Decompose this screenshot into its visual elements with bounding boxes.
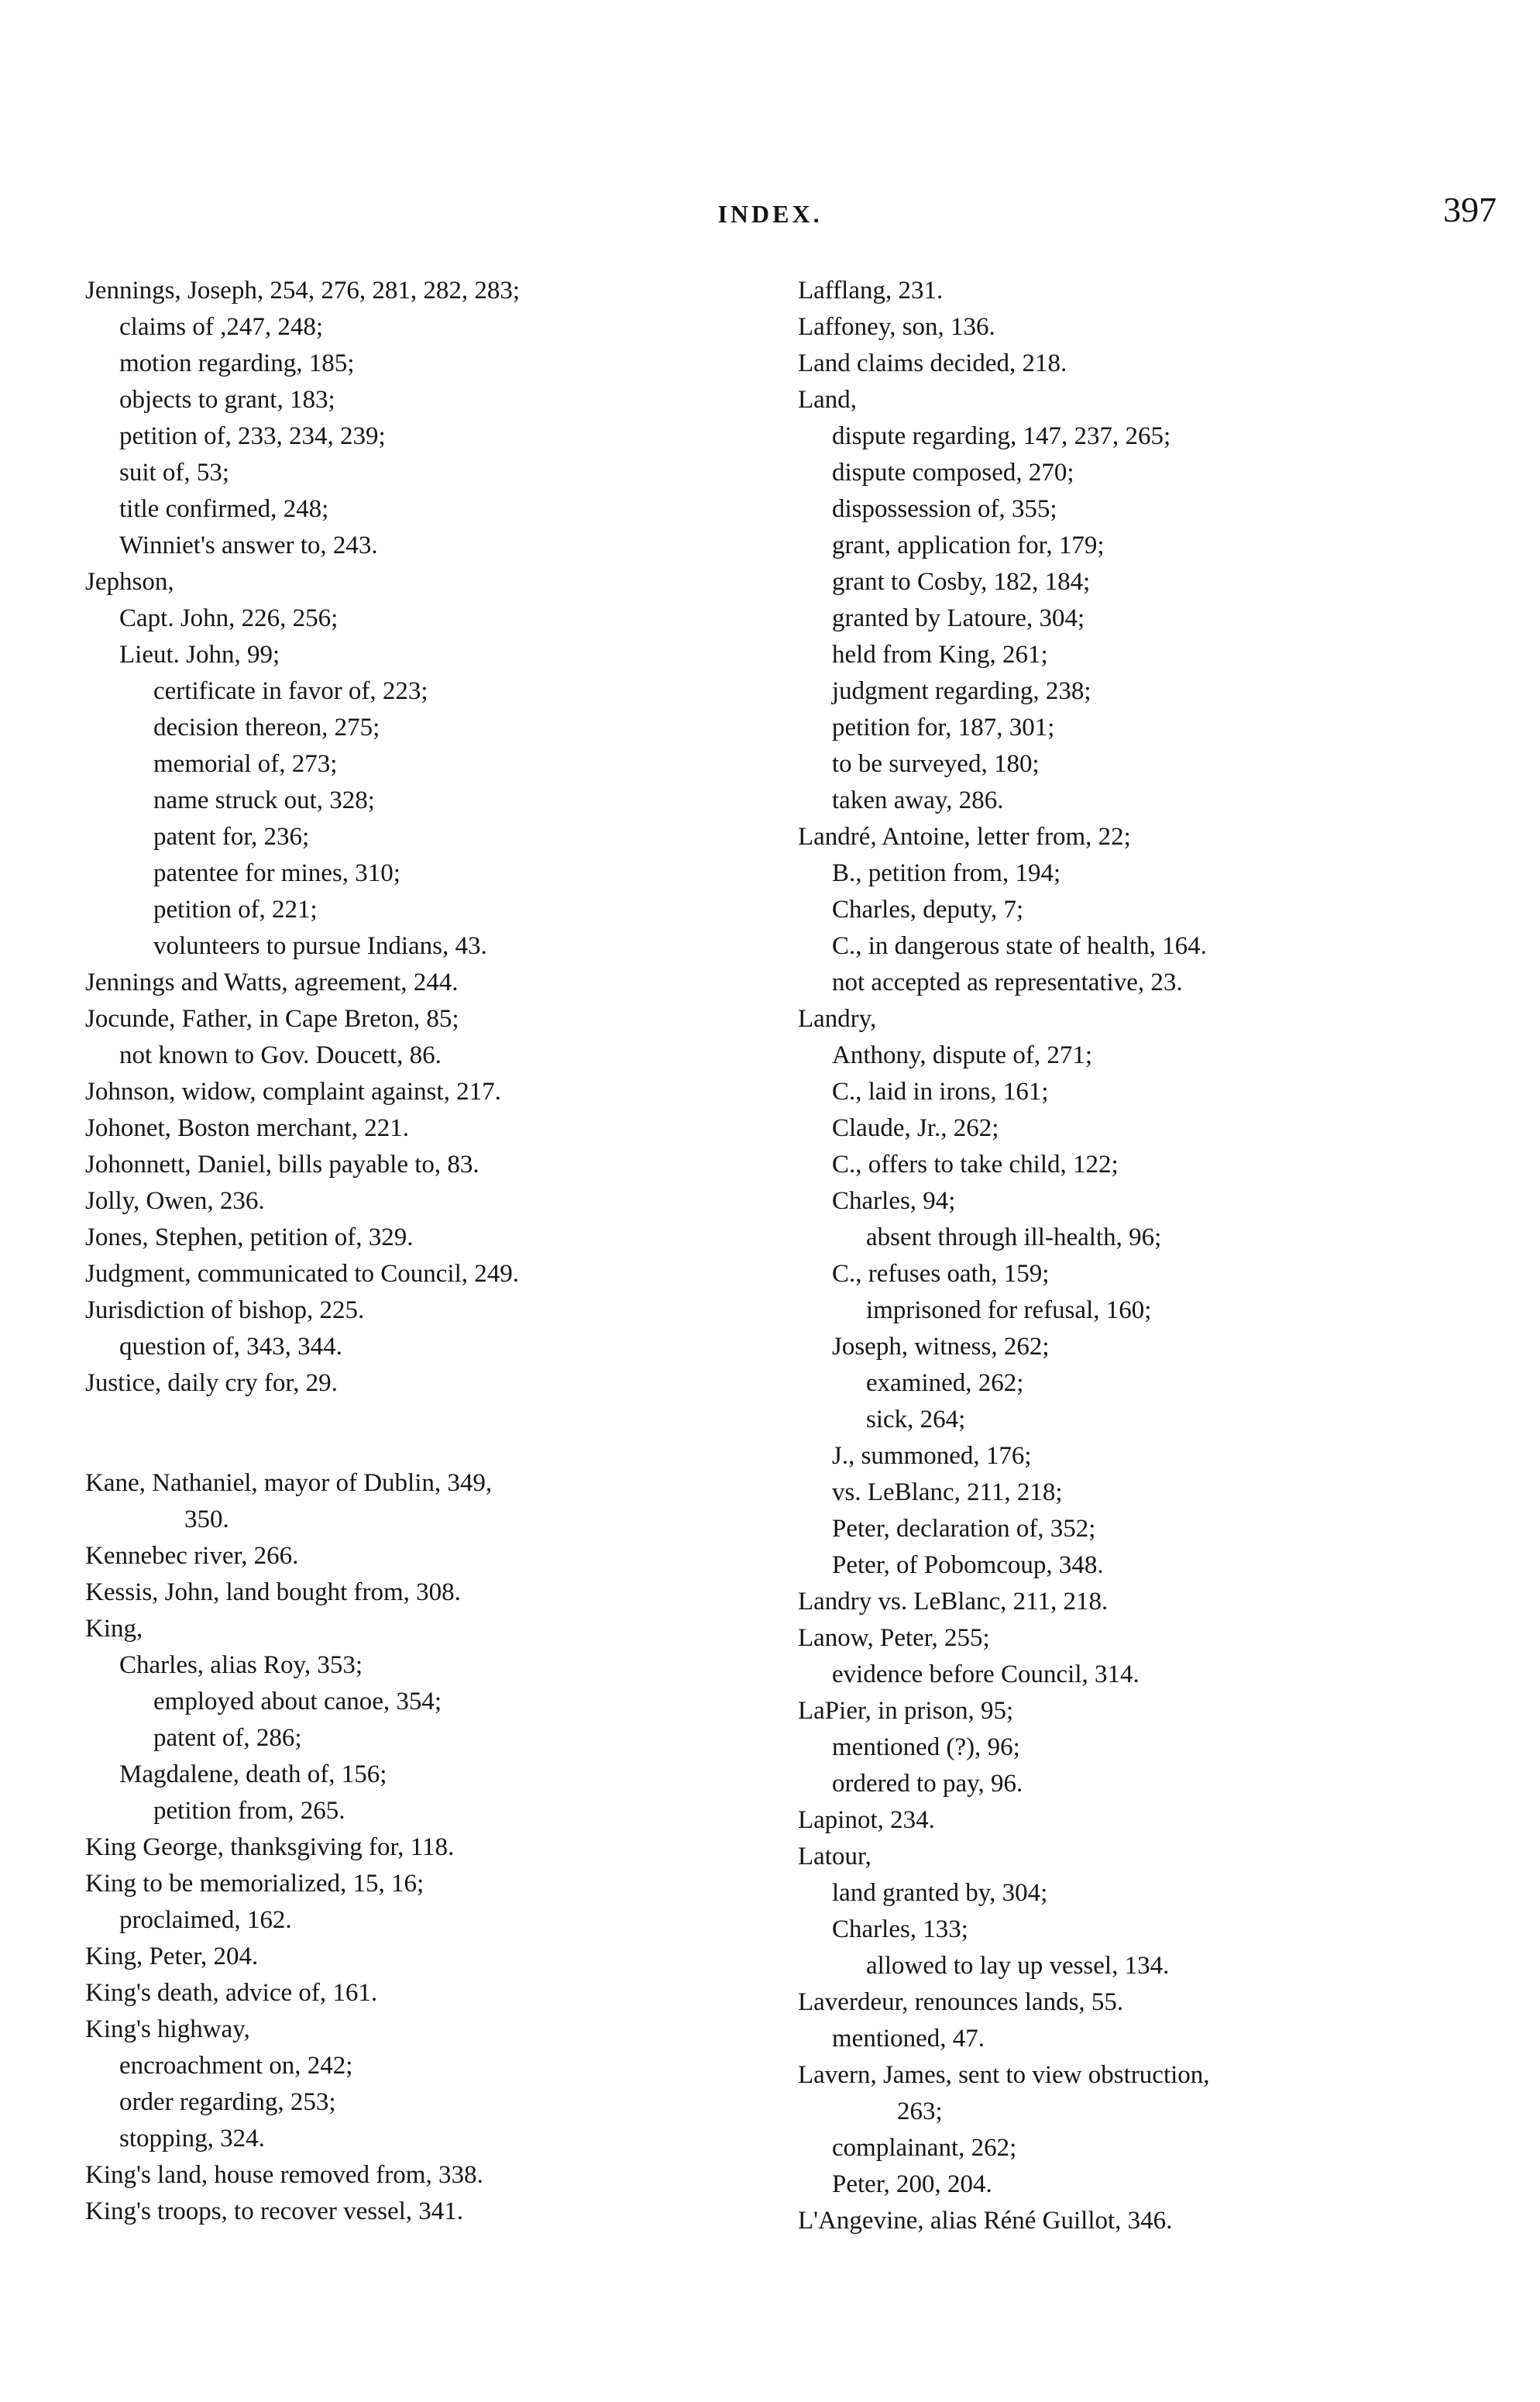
index-entry: proclaimed, 162.	[119, 1906, 292, 1934]
index-entry: motion regarding, 185;	[119, 349, 355, 377]
index-entry: imprisoned for refusal, 160;	[866, 1296, 1152, 1324]
index-entry: mentioned, 47.	[832, 2025, 985, 2053]
index-entry: sick, 264;	[866, 1406, 966, 1433]
index-entry: C., offers to take child, 122;	[832, 1151, 1119, 1179]
index-entry: Lavern, James, sent to view obstruction,	[798, 2061, 1210, 2089]
index-entry: patent of, 286;	[153, 1724, 302, 1752]
index-entry: King's troops, to recover vessel, 341.	[85, 2197, 464, 2225]
index-entry: order regarding, 253;	[119, 2088, 336, 2116]
page-number: 397	[1443, 190, 1497, 229]
index-entry: Landry,	[798, 1005, 877, 1033]
index-entry: held from King, 261;	[832, 641, 1048, 669]
index-column-left	[85, 273, 782, 2230]
index-entry: Land,	[798, 386, 858, 414]
index-entry: Jurisdiction of bishop, 225.	[85, 1296, 365, 1324]
index-entry: petition for, 187, 301;	[832, 714, 1055, 742]
index-entry: Peter, of Pobomcoup, 348.	[832, 1551, 1104, 1579]
index-entry: title confirmed, 248;	[119, 495, 329, 523]
index-entry: not known to Gov. Doucett, 86.	[119, 1041, 442, 1069]
index-entry: objects to grant, 183;	[119, 386, 335, 414]
index-entry: Winniet's answer to, 243.	[119, 532, 378, 559]
index-entry: patent for, 236;	[153, 823, 310, 851]
index-entry: Laverdeur, renounces lands, 55.	[798, 1988, 1124, 2016]
index-entry: evidence before Council, 314.	[832, 1660, 1140, 1688]
index-entry: Lanow, Peter, 255;	[798, 1624, 990, 1652]
index-entry: Capt. John, 226, 256;	[119, 604, 339, 632]
index-entry: employed about canoe, 354;	[153, 1688, 442, 1715]
index-entry: certificate in favor of, 223;	[153, 677, 428, 705]
index-entry: Johnson, widow, complaint against, 217.	[85, 1078, 501, 1106]
index-entry: dispute composed, 270;	[832, 459, 1074, 487]
index-entry: volunteers to pursue Indians, 43.	[153, 932, 487, 960]
index-entry: Charles, 133;	[832, 1915, 968, 1943]
index-entry: judgment regarding, 238;	[832, 677, 1091, 705]
index-entry: Johonet, Boston merchant, 221.	[85, 1114, 409, 1142]
index-entry: dispute regarding, 147, 237, 265;	[832, 422, 1171, 450]
index-entry: Charles, alias Roy, 353;	[119, 1651, 363, 1679]
index-entry: patentee for mines, 310;	[153, 859, 400, 887]
index-entry: complainant, 262;	[832, 2134, 1017, 2162]
index-entry: Kennebec river, 266.	[85, 1542, 299, 1570]
index-entry: Jennings and Watts, agreement, 244.	[85, 969, 459, 996]
index-entry: Lieut. John, 99;	[119, 641, 280, 669]
index-entry: examined, 262;	[866, 1369, 1024, 1397]
index-entry: Latour,	[798, 1843, 871, 1870]
index-entry: Peter, declaration of, 352;	[832, 1515, 1096, 1543]
index-entry: Jones, Stephen, petition of, 329.	[85, 1223, 414, 1251]
index-entry: Jephson,	[85, 568, 174, 596]
index-entry: taken away, 286.	[832, 786, 1004, 814]
page-header-title: INDEX.	[717, 200, 823, 228]
index-entry: granted by Latoure, 304;	[832, 604, 1085, 632]
index-entry: C., laid in irons, 161;	[832, 1078, 1049, 1106]
index-entry: Kessis, John, land bought from, 308.	[85, 1578, 461, 1606]
index-entry: King's death, advice of, 161.	[85, 1979, 378, 2007]
index-entry: King's highway,	[85, 2015, 250, 2043]
index-entry: Anthony, dispute of, 271;	[832, 1041, 1093, 1069]
index-entry: decision thereon, 275;	[153, 714, 380, 742]
index-entry: encroachment on, 242;	[119, 2052, 353, 2080]
index-entry: mentioned (?), 96;	[832, 1733, 1020, 1761]
index-entry: memorial of, 273;	[153, 750, 338, 778]
index-entry: L'Angevine, alias Réné Guillot, 346.	[798, 2207, 1173, 2235]
index-entry: Charles, 94;	[832, 1187, 956, 1215]
index-entry: not accepted as representative, 23.	[832, 969, 1183, 996]
index-entry: question of, 343, 344.	[119, 1333, 342, 1361]
index-entry: C., in dangerous state of health, 164.	[832, 932, 1207, 960]
index-entry: suit of, 53;	[119, 459, 230, 487]
index-entry: to be surveyed, 180;	[832, 750, 1040, 778]
index-entry: absent through ill-health, 96;	[866, 1223, 1162, 1251]
index-entry: King George, thanksgiving for, 118.	[85, 1833, 455, 1861]
index-entry: King,	[85, 1615, 143, 1643]
index-entry: vs. LeBlanc, 211, 218;	[832, 1478, 1063, 1506]
index-column-right	[798, 273, 1495, 2239]
index-entry: King, Peter, 204.	[85, 1943, 259, 1970]
index-entry: Land claims decided, 218.	[798, 349, 1067, 377]
index-entry: grant, application for, 179;	[832, 532, 1105, 559]
index-entry: Johonnett, Daniel, bills payable to, 83.	[85, 1151, 480, 1179]
index-entry: Judgment, communicated to Council, 249.	[85, 1260, 520, 1288]
index-entry: dispossession of, 355;	[832, 495, 1057, 523]
index-entry: grant to Cosby, 182, 184;	[832, 568, 1091, 596]
index-entry: name struck out, 328;	[153, 786, 375, 814]
index-entry: Lafflang, 231.	[798, 277, 944, 305]
index-entry: 263;	[897, 2097, 943, 2125]
index-entry: petition of, 233, 234, 239;	[119, 422, 386, 450]
index-entry: claims of ,247, 248;	[119, 313, 324, 341]
index-entry: C., refuses oath, 159;	[832, 1260, 1050, 1288]
index-entry: Landré, Antoine, letter from, 22;	[798, 823, 1131, 851]
index-entry: Claude, Jr., 262;	[832, 1114, 999, 1142]
index-entry: Landry vs. LeBlanc, 211, 218.	[798, 1588, 1109, 1616]
index-entry: land granted by, 304;	[832, 1879, 1048, 1907]
index-entry: Jennings, Joseph, 254, 276, 281, 282, 283;	[85, 277, 520, 305]
index-entry: King's land, house removed from, 338.	[85, 2161, 483, 2189]
index-entry: Justice, daily cry for, 29.	[85, 1369, 338, 1397]
index-entry: petition from, 265.	[153, 1797, 345, 1825]
index-entry: Lapinot, 234.	[798, 1806, 935, 1834]
index-entry: Charles, deputy, 7;	[832, 896, 1024, 924]
index-entry: Jolly, Owen, 236.	[85, 1187, 265, 1215]
index-entry: allowed to lay up vessel, 134.	[866, 1952, 1170, 1980]
index-entry: petition of, 221;	[153, 896, 318, 924]
index-entry: Kane, Nathaniel, mayor of Dublin, 349,	[85, 1469, 493, 1497]
index-entry: Laffoney, son, 136.	[798, 313, 995, 341]
index-entry: LaPier, in prison, 95;	[798, 1697, 1014, 1725]
index-entry: stopping, 324.	[119, 2125, 265, 2153]
index-entry: King to be memorialized, 15, 16;	[85, 1870, 425, 1898]
index-entry: Jocunde, Father, in Cape Breton, 85;	[85, 1005, 459, 1033]
index-spacer	[85, 1402, 782, 1465]
index-entry: B., petition from, 194;	[832, 859, 1061, 887]
index-entry: Joseph, witness, 262;	[832, 1333, 1050, 1361]
index-entry: ordered to pay, 96.	[832, 1770, 1023, 1798]
index-entry: Magdalene, death of, 156;	[119, 1760, 387, 1788]
index-entry: 350.	[184, 1506, 229, 1533]
index-entry: Peter, 200, 204.	[832, 2170, 992, 2198]
index-entry: J., summoned, 176;	[832, 1442, 1032, 1470]
